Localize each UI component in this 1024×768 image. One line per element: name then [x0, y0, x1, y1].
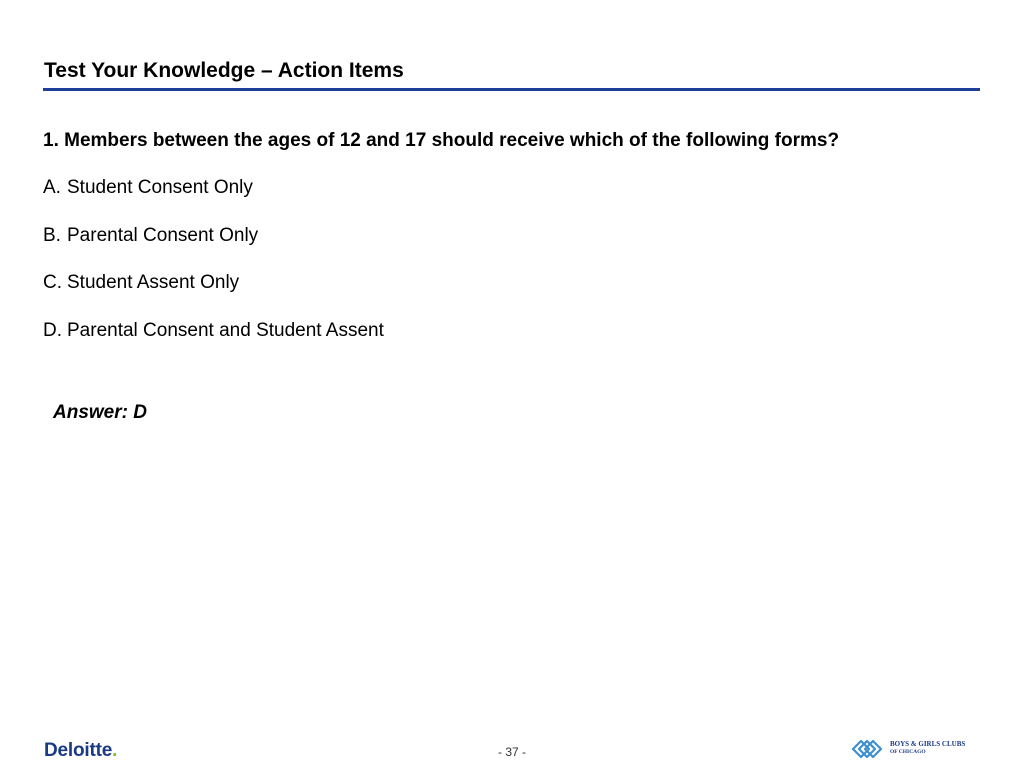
option-text: Student Consent Only: [67, 177, 253, 198]
option-a: [43, 177, 253, 199]
option-letter: D.: [43, 320, 62, 341]
option-letter: B.: [43, 225, 61, 246]
question-text: 1. Members between the ages of 12 and 17 should receive which of the following forms?: [43, 130, 840, 151]
option-c: [43, 272, 239, 294]
partner-logo-line-2: OF CHICAGO: [890, 749, 926, 755]
deloitte-dot: .: [112, 740, 118, 761]
title-divider: [43, 88, 980, 91]
option-b: [43, 225, 258, 247]
page-number: - 37 -: [497, 745, 526, 759]
boys-girls-clubs-mark-icon: [850, 736, 884, 762]
boys-girls-clubs-logo: [850, 736, 980, 762]
option-text: Parental Consent Only: [67, 225, 259, 246]
option-letter: C.: [43, 272, 62, 293]
deloitte-wordmark: Deloitte: [44, 740, 113, 761]
option-text: Parental Consent and Student Assent: [67, 320, 384, 341]
partner-logo-line-1: BOYS & GIRLS CLUBS: [890, 740, 966, 748]
answer-text: Answer: D: [53, 402, 147, 423]
option-text: Student Assent Only: [67, 272, 240, 293]
option-d: [43, 320, 384, 342]
slide-title: Test Your Knowledge – Action Items: [44, 59, 404, 82]
option-letter: A.: [43, 177, 61, 198]
